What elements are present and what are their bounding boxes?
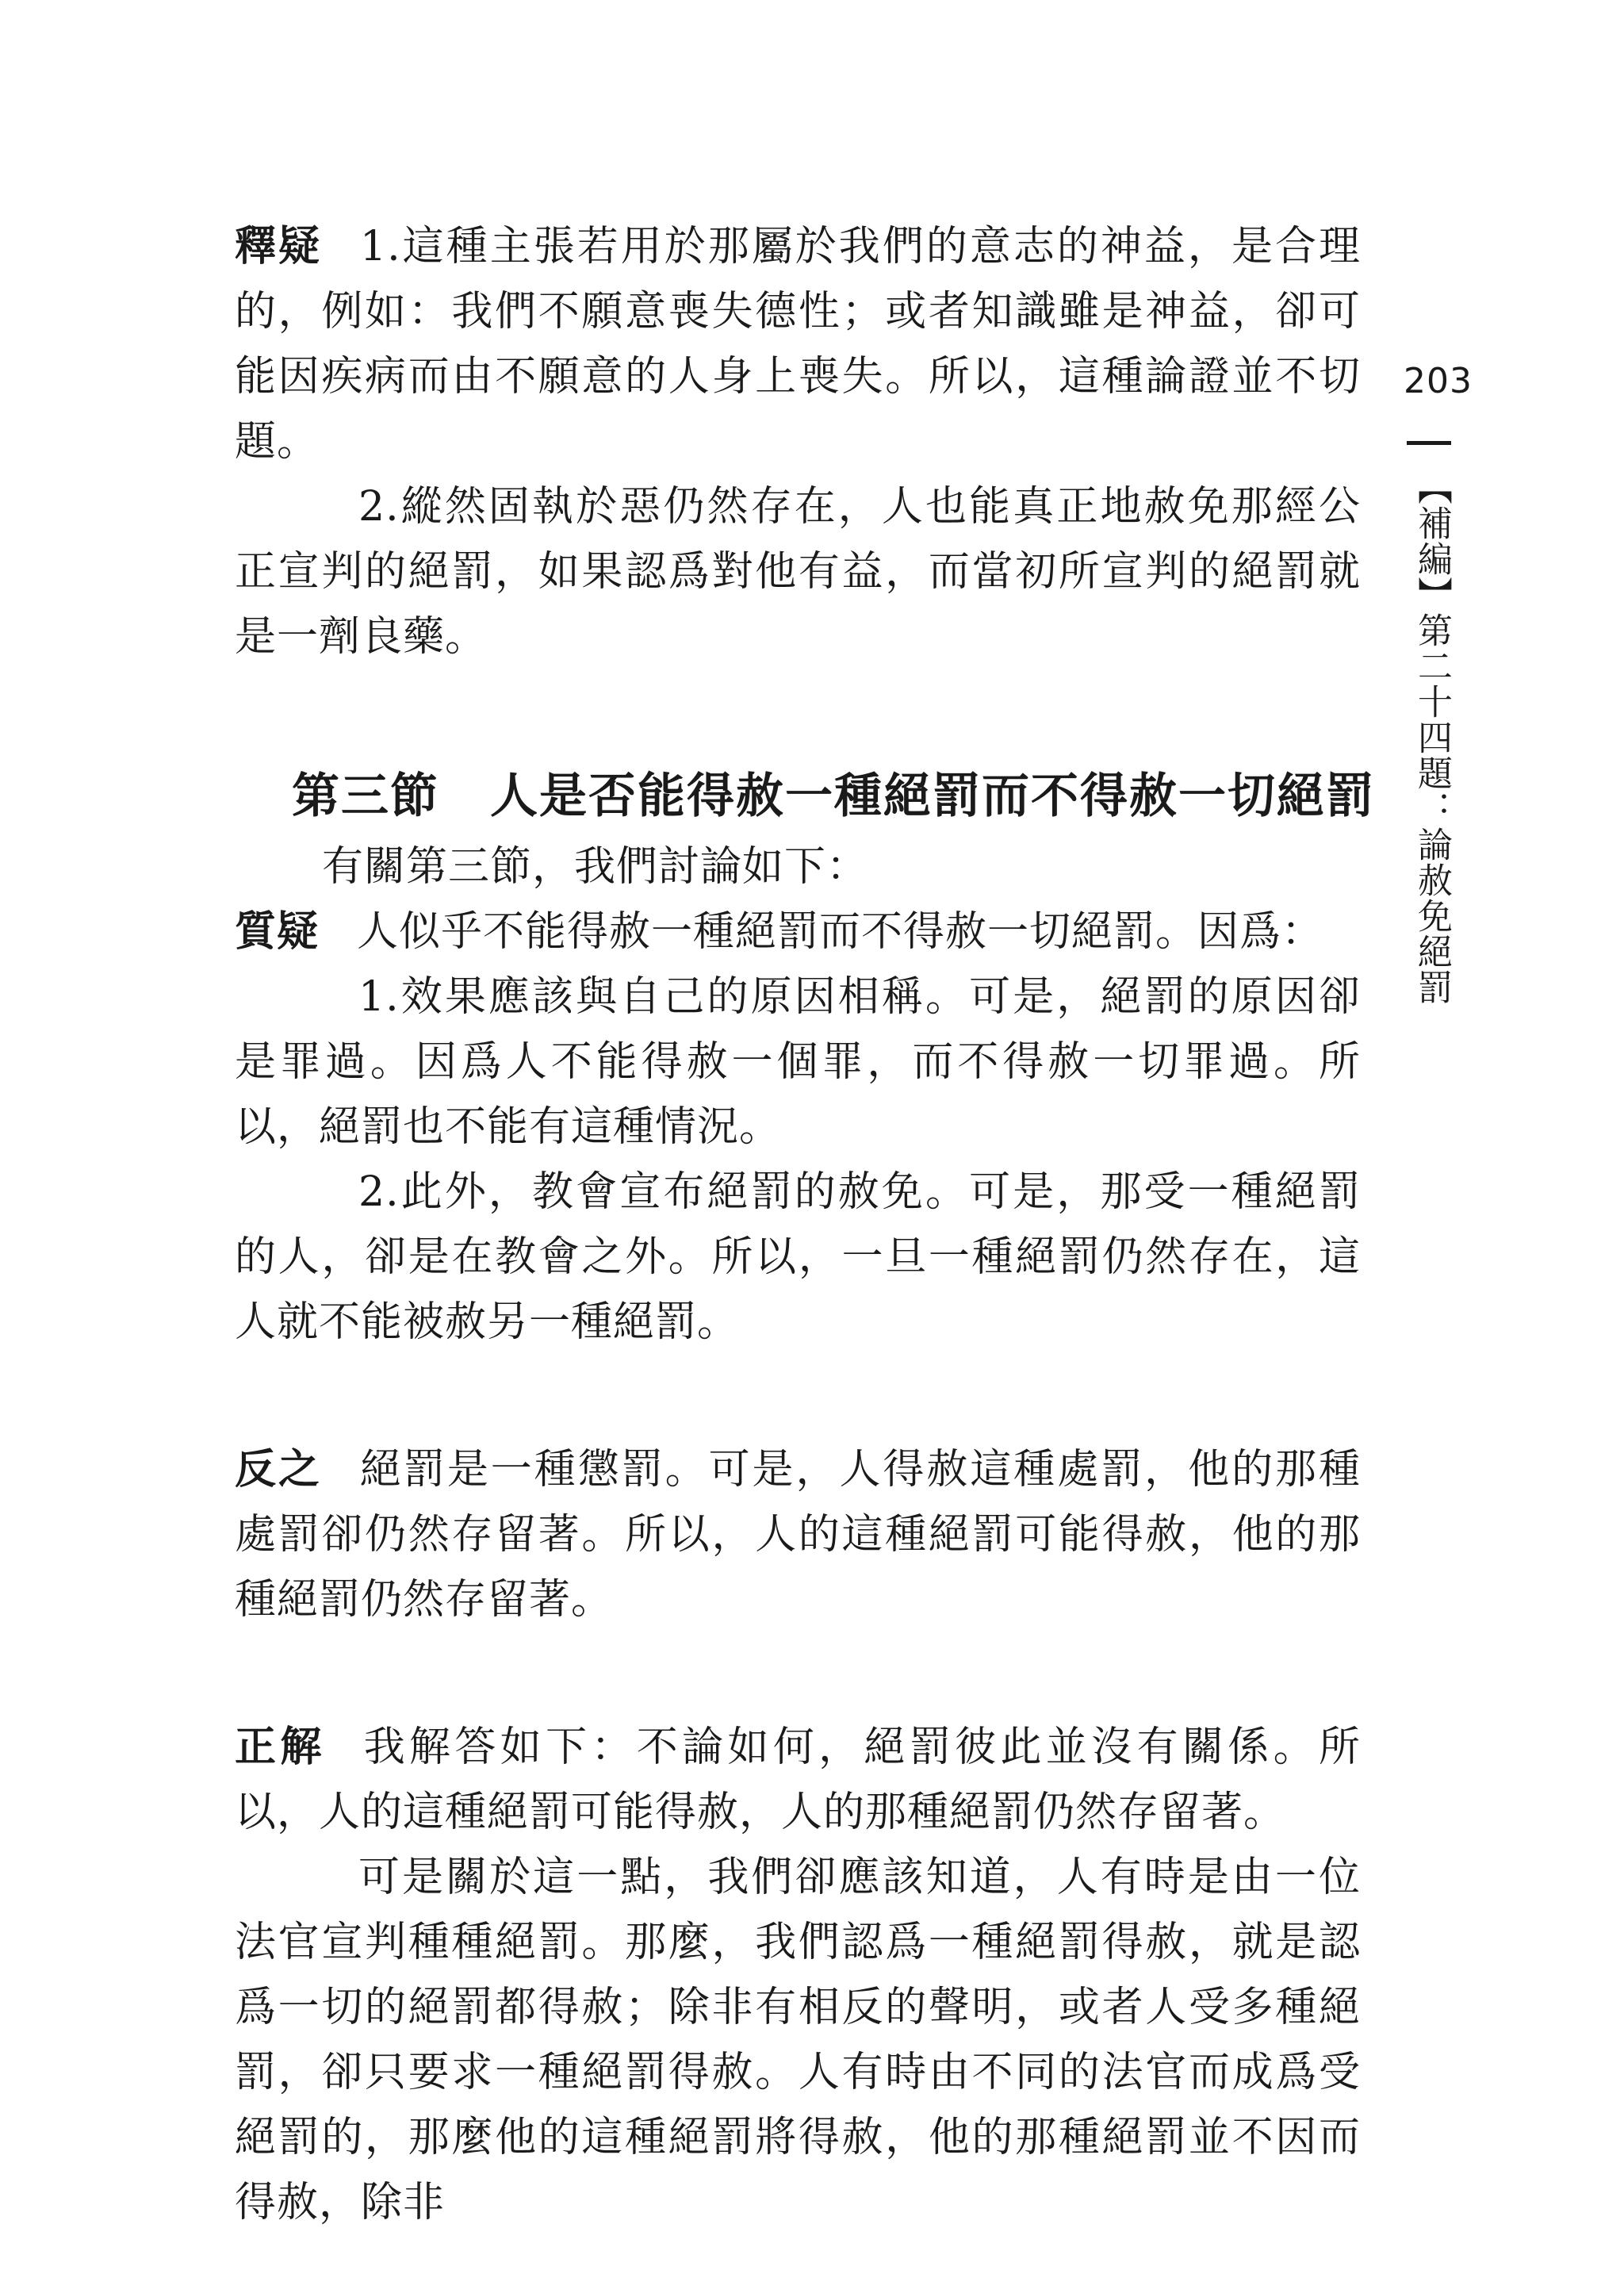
running-header-title: 【補編】第二十四題：論赦免絕罰	[1411, 470, 1452, 1005]
main-text	[235, 214, 1375, 2235]
objection-text: 人似乎不能得赦一種絕罰而不得赦一切絕罰。因爲：	[357, 908, 1324, 956]
page-number: 203	[1404, 361, 1473, 401]
answer-continued: 可是關於這一點，我們卻應該知道，人有時是由一位法官宣判種種絕罰。那麼，我們認爲一種絕罰得赦，就是認爲一切的絕罰都得赦；除非有相反的聲明，或者人受多種絕罰，卻只要求一種絕罰得赦。人有時由不同的法官而成爲受絕罰的，那麼他的這種絕罰將得赦，他的那種絕罰並不因而得赦，除非	[235, 1854, 1361, 2226]
objection-2: 2.此外，教會宣布絕罰的赦免。可是，那受一種絕罰的人，卻是在教會之外。所以，一旦一種絕罰仍然存在，這人就不能被赦另一種絕罰。	[235, 1168, 1361, 1346]
section-intro: 有關第三節，我們討論如下：	[322, 843, 869, 891]
reply-label: 釋疑	[235, 223, 323, 270]
section-number: 第三節	[292, 769, 439, 824]
answer-text: 我解答如下：不論如何，絕罰彼此並沒有關係。所以，人的這種絕罰可能得赦，人的那種絕罰仍然存留著。	[235, 1724, 1361, 1836]
answer	[235, 1715, 1361, 1845]
section-title: 人是否能得赦一種絕罰而不得赦一切絕罰	[490, 769, 1375, 824]
contra-label: 反之	[235, 1446, 322, 1494]
reply-text-1: 1.這種主張若用於那屬於我們的意志的神益，是合理的，例如：我們不願意喪失德性；或者知識雖是神益，卻可能因疾病而由不願意的人身上喪失。所以，這種論證並不切題。	[235, 223, 1361, 466]
objection-1: 1.效果應該與自己的原因相稱。可是，絕罰的原因卻是罪過。因爲人不能得赦一個罪，而不得赦一切罪過。所以，絕罰也不能有這種情況。	[235, 973, 1361, 1151]
contra-text: 絕罰是一種懲罰。可是，人得赦這種處罰，他的那種處罰卻仍然存留著。所以，人的這種絕罰可能得赦，他的那種絕罰仍然存留著。	[235, 1446, 1361, 1624]
objection-intro	[235, 899, 1361, 964]
sed-contra	[235, 1437, 1361, 1632]
header-rule	[1407, 441, 1451, 445]
answer-label: 正解	[235, 1724, 326, 1771]
reply-objection-2: 2.縱然固執於惡仍然存在，人也能真正地赦免那經公正宣判的絕罰，如果認爲對他有益，而當初所宣判的絕罰就是一劑良藥。	[235, 483, 1361, 661]
section-heading	[292, 758, 1375, 834]
reply-objection-1	[235, 214, 1361, 474]
objection-label: 質疑	[235, 908, 320, 956]
